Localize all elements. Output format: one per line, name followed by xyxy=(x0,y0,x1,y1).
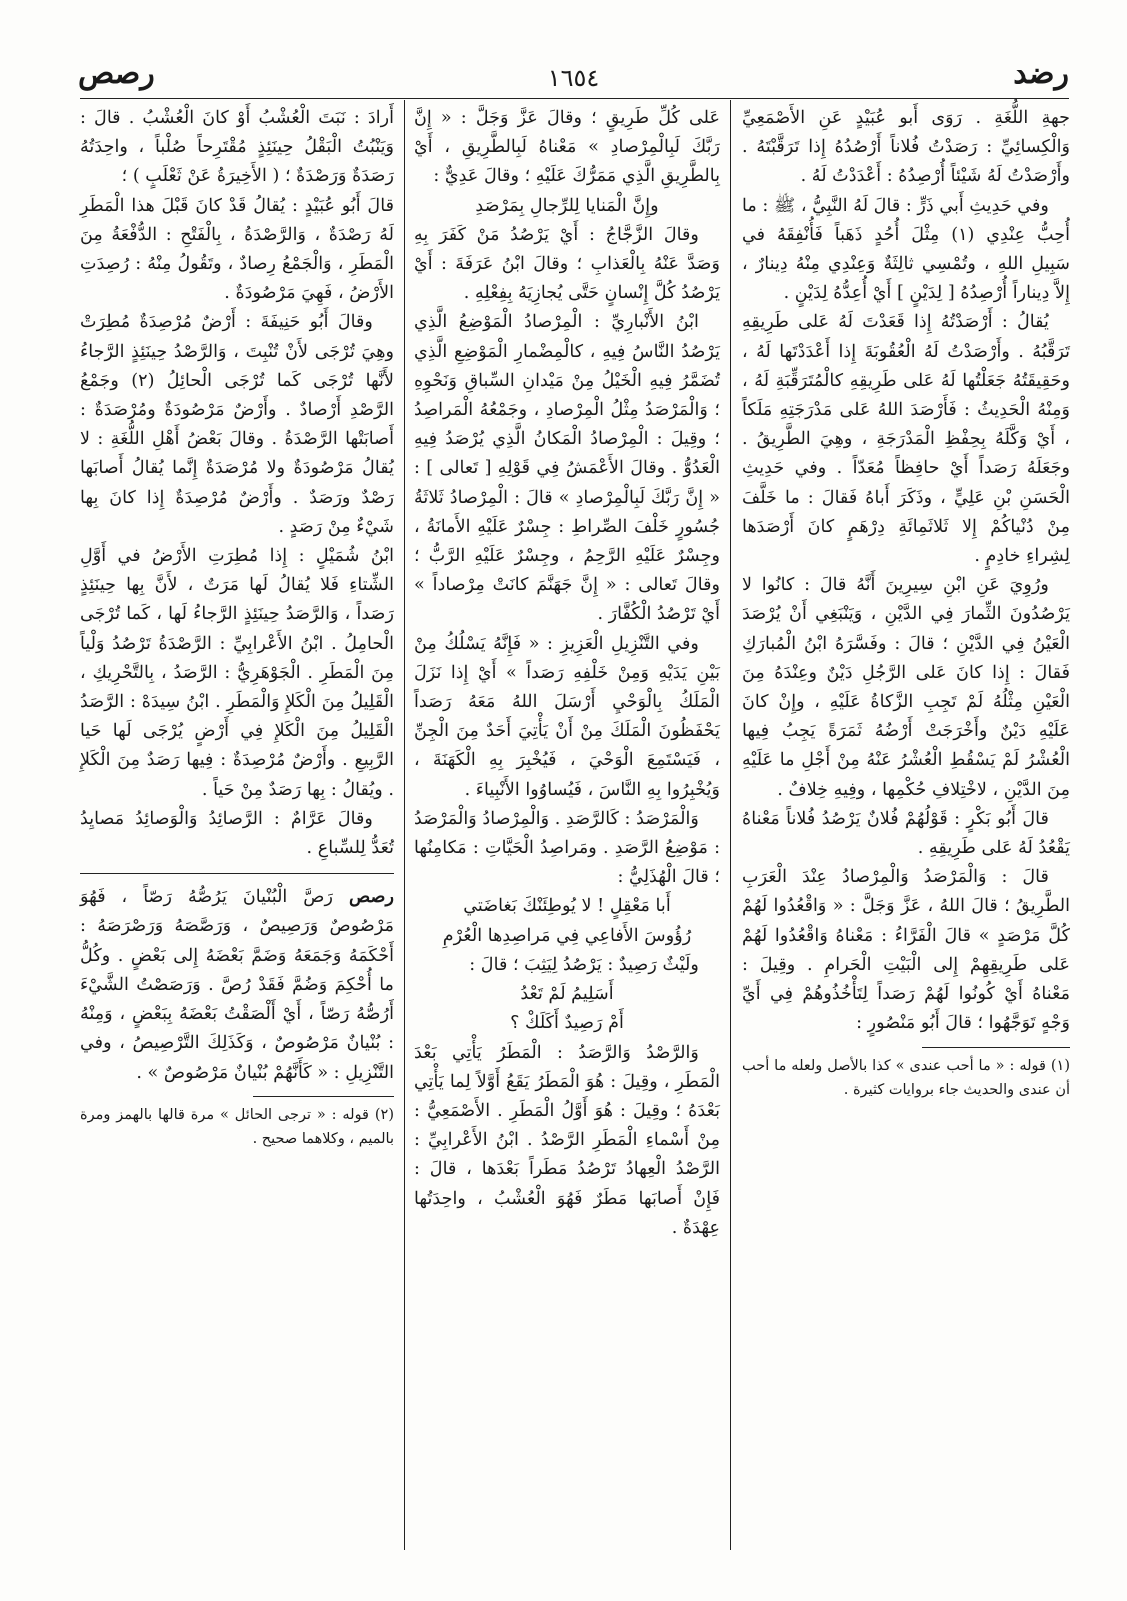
paragraph: أَرادَ : نَبَتَ الْعُشْبُ أَوْ كانَ الْعُشْبُ . قالَ : وَيَنْبُتُ الْبَقْلُ حِينَئِذٍ مُقْتَرِحاً صُلْباً ، واحِدَتُهُ رَصَدَةٌ وَرَصْدَةٌ ؛ ( الأَخِيرَةُ عَنْ ثَعْلَبٍ ) ؛ xyxy=(80,108,394,187)
paragraph: وفي حَدِيثِ أَبي ذَرٍّ : قالَ لَهُ النَّبِيُّ ، ﷺ : ما أُحِبُّ عِنْدِي (١) مِثْلَ أُحُدٍ ذَهَباً فَأُنْفِقَهُ في سَبِيلِ اللهِ ، وتُمْسِي ثالِثَةٌ وَعِنْدِي مِنْهُ دِينارٌ ، إِلاَّ دِيناراً أُرْصِدُهُ [ لِدَيْنٍ ] أَيْ أُعِدُّهُ لِدَيْنٍ . xyxy=(742,195,1071,304)
column-divider-right xyxy=(730,100,731,1550)
dictionary-entry xyxy=(80,882,394,1087)
paragraph: قالَ : وَالْمَرْصَدُ وَالْمِرْصادُ عِنْدَ الْعَرَبِ الطَّرِيقُ ؛ قالَ اللهُ ، عَزَّ وَجَلَّ : « وَاقْعُدُوا لَهُمْ كُلَّ مَرْصَدٍ » قالَ الْفَرَّاءُ : مَعْناهُ وَاقْعُدُوا لَهُمْ عَلى طَرِيقِهِمْ إِلى الْبَيْتِ الْحَرامِ . وقِيلَ : مَعْناهُ أَيْ كُونُوا لَهُمْ رَصَداً لِتَأْخُذُوهُمْ فِي أَيِّ وَجْهٍ تَوَجَّهُوا ؛ قالَ أَبُو مَنْصُورٍ : xyxy=(742,867,1070,1034)
paragraph: وقالَ الزَّجَّاجُ : أَيْ يَرْصُدُ مَنْ كَفَرَ بِهِ وَصَدَّ عَنْهُ بِالْعَذابِ ؛ وقالَ ابْنُ عَرَفَةَ : أَيْ يَرْصُدُ كُلَّ إِنْسانٍ حَتَّى يُجازِيَهُ بِفِعْلِهِ . xyxy=(414,224,720,304)
verse-line: أَمْ رَصِيدٌ أَكَلَكْ ؟ xyxy=(510,1013,624,1034)
column-divider-left xyxy=(404,100,405,1550)
column-middle xyxy=(414,104,720,1243)
paragraph: وَالْمَرْصَدُ : كَالرَّصَدِ . وَالْمِرْصادُ وَالْمَرْصَدُ : مَوْضِعُ الرَّصَدِ . ومَراصِدُ الْحَيَّاتِ : مَكامِنُها ؛ قالَ الْهُذَلِيُّ : xyxy=(414,808,720,888)
page-header xyxy=(78,56,1069,96)
verse-line: وإِنَّ الْمَنايا لِلرِّجالِ بِمَرْصَدِ xyxy=(475,195,659,216)
paragraph: وَالرَّصْدُ وَالرَّصَدُ : الْمَطَرُ يَأْتِي بَعْدَ الْمَطَرِ ، وقِيلَ : هُوَ الْمَطَرُ يَقَعُ أَوَّلاً لِما يَأْتِي بَعْدَهُ ؛ وقِيلَ : هُوَ أَوَّلُ الْمَطَرِ . الأَصْمَعِيُّ : مِنْ أَسْماءِ الْمَطَرِ الرَّصْدُ . ابْنُ الأَعْرابِيِّ : الرَّصْدُ الْعِهادُ تَرْصُدُ مَطَراً بَعْدَها ، قالَ : فَإِنْ أَصابَها مَطَرٌ فَهُوَ الْعُشْبُ ، واحِدَتُها عِهْدَةٌ . xyxy=(414,1042,720,1238)
entry-text: رَصَّ الْبُنْيانَ يَرُصُّهُ رَصّاً ، فَهُوَ مَرْصُوصٌ وَرَصِيصٌ ، وَرَصَّصَهُ وَرَصْرَصَهُ : أَحْكَمَهُ وَجَمَعَهُ وَضَمَّ بَعْضَهُ إِلى بَعْضٍ . وكُلُّ ما أُحْكِمَ وَضُمَّ فَقَدْ رُصَّ . وَرَصَصْتُ الشَّيْءَ أَرُصُّهُ رَصّاً ، أَيْ أَلْصَقْتُ بَعْضَهُ بِبَعْضٍ ، وَمِنْهُ : بُنْيانٌ مَرْصُوصٌ ، وَكَذَلِكَ التَّرْصِيصُ ، وفي التَّنْزِيلِ : « كَأَنَّهُمْ بُنْيانٌ مَرْصُوصٌ » . xyxy=(80,887,394,1083)
paragraph: قالَ أَبُو بَكْرٍ : قَوْلُهُمْ فُلانٌ يَرْصُدُ فُلاناً مَعْناهُ يَقْعُدُ لَهُ عَلى طَرِيقِهِ . xyxy=(742,808,1070,859)
paragraph: ابْنُ شُمَيْلٍ : إِذا مُطِرَتِ الأَرْضُ في أَوَّلِ الشِّتاءِ فَلا يُقالُ لَها مَرَتٌ ، لأَنَّ بِها حِينَئِذٍ رَصَداً ، وَالرَّصَدُ حِينَئِذٍ الرَّجاءُ لَها ، كَما تُرْجَى الْحامِلُ . ابْنُ الأَعْرابِيِّ : الرَّصْدَةُ تَرْصُدُ وَلْياً مِنَ الْمَطَرِ . الْجَوْهَرِيُّ : الرَّصَدُ ، بِالتَّحْرِيكِ ، الْقَلِيلُ مِنَ الْكَلإِ وَالْمَطَرِ . ابْنُ سِيدَهْ : الرَّصَدُ الْقَلِيلُ مِنَ الْكَلإِ فِي أَرْضٍ يُرْجَى لَها حَيا الرَّبِيعِ . وأَرْضٌ مُرْصِدَةٌ : فِيها رَصَدٌ مِنَ الْكَلإِ . ويُقالُ : بِها رَصَدٌ مِنْ حَياً . xyxy=(80,546,394,800)
paragraph: جهةِ اللُّغَةِ . رَوَى أَبو عُبَيْدٍ عَنِ الأَصْمَعِيِّ وَالْكِسائِيِّ : رَصَدْتُ فُلاناً أَرْصُدُهُ إِذا تَرَقَّبْتَهُ . وأَرْصَدْتُ لَهُ شَيْئاً أُرْصِدُهُ : أَعْدَدْتُ لَهُ . xyxy=(742,108,1070,187)
page-number: ١٦٥٤ xyxy=(547,64,600,92)
verse-line: أَسَلِيمُ لَمْ تَعْدُ xyxy=(520,984,614,1005)
column-right xyxy=(742,104,1070,1102)
entry-separator xyxy=(80,873,394,874)
header-rule xyxy=(80,98,1069,99)
verse-line: رُؤُوسَ الأَفاعِي فِي مَراصِدِها الْعُرْمِ xyxy=(442,925,692,946)
paragraph: ورُوِيَ عَنِ ابْنِ سِيرِينَ أَنَّهُ قالَ : كانُوا لا يَرْصُدُونَ الثِّمارَ فِي الدَّيْنِ ، وَيَنْبَغِي أَنْ يُرْصَدَ الْعَيْنُ فِي الدَّيْنِ ؛ قالَ : وفَسَّرَهُ ابْنُ الْمُبارَكِ فَقالَ : إِذا كانَ عَلى الرَّجُلِ دَيْنٌ وعِنْدَهُ مِنَ الْعَيْنِ مِثْلُهُ لَمْ تَجِبِ الزَّكاةُ عَلَيْهِ ، وإِنْ كانَ عَلَيْهِ دَيْنٌ وأَخْرَجَتْ أَرْضُهُ ثَمَرَةً يَجِبُ فِيها الْعُشْرُ لَمْ يَسْقُطِ الْعُشْرُ عَنْهُ مِنْ أَجْلِ ما عَلَيْهِ مِنَ الدَّيْنِ ، لاخْتِلافِ حُكْمِها ، وفِيهِ خِلافٌ . xyxy=(742,575,1070,800)
header-root-word-left: رصص xyxy=(78,56,155,91)
footnote: (٢) قوله : « ترجى الحائل » مرة قالها بالهمز ومرة بالميم ، وكلاهما صحيح . xyxy=(80,1106,394,1147)
paragraph: وقالَ عَرَّامٌ : الرَّصائِدُ وَالْوَصائِدُ مَصايِدُ تُعَدُّ لِلسِّباعِ . xyxy=(80,808,394,859)
column-left xyxy=(80,104,394,1151)
footnote-separator xyxy=(922,1047,1070,1048)
paragraph: عَلى كُلِّ طَرِيقٍ ؛ وقالَ عَزَّ وَجَلَّ : « إِنَّ رَبَّكَ لَبِالْمِرْصادِ » مَعْناهُ لَبِالطَّرِيقِ ، أَيْ بِالطَّرِيقِ الَّذِي مَمَرُّكَ عَلَيْهِ ؛ وقالَ عَدِيٌّ : xyxy=(414,108,720,187)
paragraph: وفي التَّنْزِيلِ الْعَزِيزِ : « فَإِنَّهُ يَسْلُكُ مِنْ بَيْنِ يَدَيْهِ وَمِنْ خَلْفِهِ رَصَداً » أَيْ إِذا نَزَلَ الْمَلَكُ بِالْوَحْيِ أَرْسَلَ اللهُ مَعَهُ رَصَداً يَحْفَظُونَ الْمَلَكَ مِنْ أَنْ يَأْتِيَ أَحَدٌ مِنَ الْجِنِّ ، فَيَسْتَمِعَ الْوَحْيَ ، فَيُخْبِرَ بِهِ الْكَهَنَةَ ، وَيُخْبِرُوا بِهِ النَّاسَ ، فَيُساوُوا الأَنْبِياءَ . xyxy=(414,633,720,800)
entry-headword: رصص xyxy=(349,886,394,908)
paragraph: ولَيْثٌ رَصِيدٌ : يَرْصُدُ لِيَثِبَ ؛ قالَ : xyxy=(469,954,699,975)
verse-line: أَبا مَعْقِلٍ ! لا يُوطِئَنْكَ بَغاضَتي xyxy=(463,896,671,917)
header-root-word-right: رضد xyxy=(1013,56,1069,91)
paragraph: يُقالُ : أَرْصَدْتُهُ إِذا قَعَدْتَ لَهُ عَلى طَرِيقِهِ تَرَقَّبُهُ . وأَرْصَدْتُ لَهُ الْعُقُوبَةَ إِذا أَعْدَدْتَها لَهُ ، وحَقِيقَتُهُ جَعَلْتُها لَهُ عَلى طَرِيقِهِ كالْمُتَرَقِّبَةِ لَهُ ، وَمِنْهُ الْحَدِيثُ : فَأَرْصَدَ اللهُ عَلى مَدْرَجَتِهِ مَلَكاً ، أَيْ وَكَّلَهُ بِحِفْظِ الْمَدْرَجَةِ ، وهِيَ الطَّرِيقُ . وجَعَلَهُ رَصَداً أَيْ حافِظاً مُعَدّاً . وفي حَدِيثِ الْحَسَنِ بْنِ عَلِيٍّ ، وذَكَرَ أَباهُ فَقالَ : ما خَلَّفَ مِنْ دُنْياكُمْ إِلا ثَلاثَمِائَةِ دِرْهَمٍ كانَ أَرْصَدَها لِشِراءِ خادِمٍ . xyxy=(742,312,1070,567)
footnote: (١) قوله : « ما أحب عندى » كذا بالأصل ولعله ما أحب أن عندى والحديث جاء بروايات كثيرة . xyxy=(742,1057,1070,1098)
paragraph: قالَ أَبُو عُبَيْدٍ : يُقالُ قَدْ كانَ قَبْلَ هذا الْمَطَرِ لَهُ رَصْدَةٌ ، وَالرَّصْدَةُ ، بِالْفَتْحِ : الدُّفْعَةُ مِنَ الْمَطَرِ ، وَالْجَمْعُ رِصادٌ ، وتَقُولُ مِنْهُ : رُصِدَتِ الأَرْضُ ، فَهِيَ مَرْصُودَةٌ . xyxy=(80,195,394,304)
paragraph: ابْنُ الأَنْبارِيِّ : الْمِرْصادُ الْمَوْضِعُ الَّذِي يَرْصُدُ النَّاسُ فِيهِ ، كالْمِضْمارِ الْمَوْضِعِ الَّذِي تُضَمَّرُ فِيهِ الْخَيْلُ مِنْ مَيْدانِ السِّباقِ وَنَحْوِهِ ؛ وَالْمَرْصَدُ مِثْلُ الْمِرْصادِ ، وجَمْعُهُ الْمَراصِدُ ؛ وقِيلَ : الْمِرْصادُ الْمَكانُ الَّذِي يُرْصَدُ فِيهِ الْعَدُوُّ . وقالَ الأَعْمَشُ فِي قَوْلِهِ [ تَعالى ] : « إِنَّ رَبَّكَ لَبِالْمِرْصادِ » قالَ : الْمِرْصادُ ثَلاثَةُ جُسُورٍ خَلْفَ الصِّراطِ : جِسْرٌ عَلَيْهِ الأَمانَةُ ، وجِسْرٌ عَلَيْهِ الرَّحِمُ ، وجِسْرٌ عَلَيْهِ الرَّبُّ ؛ وقالَ تَعالى : « إِنَّ جَهَنَّمَ كانَتْ مِرْصاداً » أَيْ تَرْصُدُ الْكُفَّارَ . xyxy=(414,312,720,625)
footnote-separator xyxy=(253,1096,394,1097)
paragraph: وقالَ أَبُو حَنِيفَةَ : أَرْضٌ مُرْصِدَةٌ مُطِرَتْ وهِيَ تُرْجَى لأَنْ تُنْبِتَ ، وَالرَّصْدُ حِينَئِذٍ الرَّجاءُ لأَنَّها تُرْجَى كَما تُرْجَى الْحائِلُ (٢) وجَمْعُ الرَّصْدِ أَرْصادٌ . وأَرْضٌ مَرْصُودَةٌ ومُرْصَدَةٌ : أَصابَتْها الرَّصْدَةُ . وقالَ بَعْضُ أَهْلِ اللُّغَةِ : لا يُقالُ مَرْصُودَةٌ ولا مُرْصَدَةٌ إِنَّما يُقالُ أَصابَها رَصْدٌ ورَصَدٌ . وأَرْضٌ مُرْصِدَةٌ إِذا كانَ بِها شَيْءٌ مِنْ رَصَدٍ . xyxy=(80,312,394,537)
